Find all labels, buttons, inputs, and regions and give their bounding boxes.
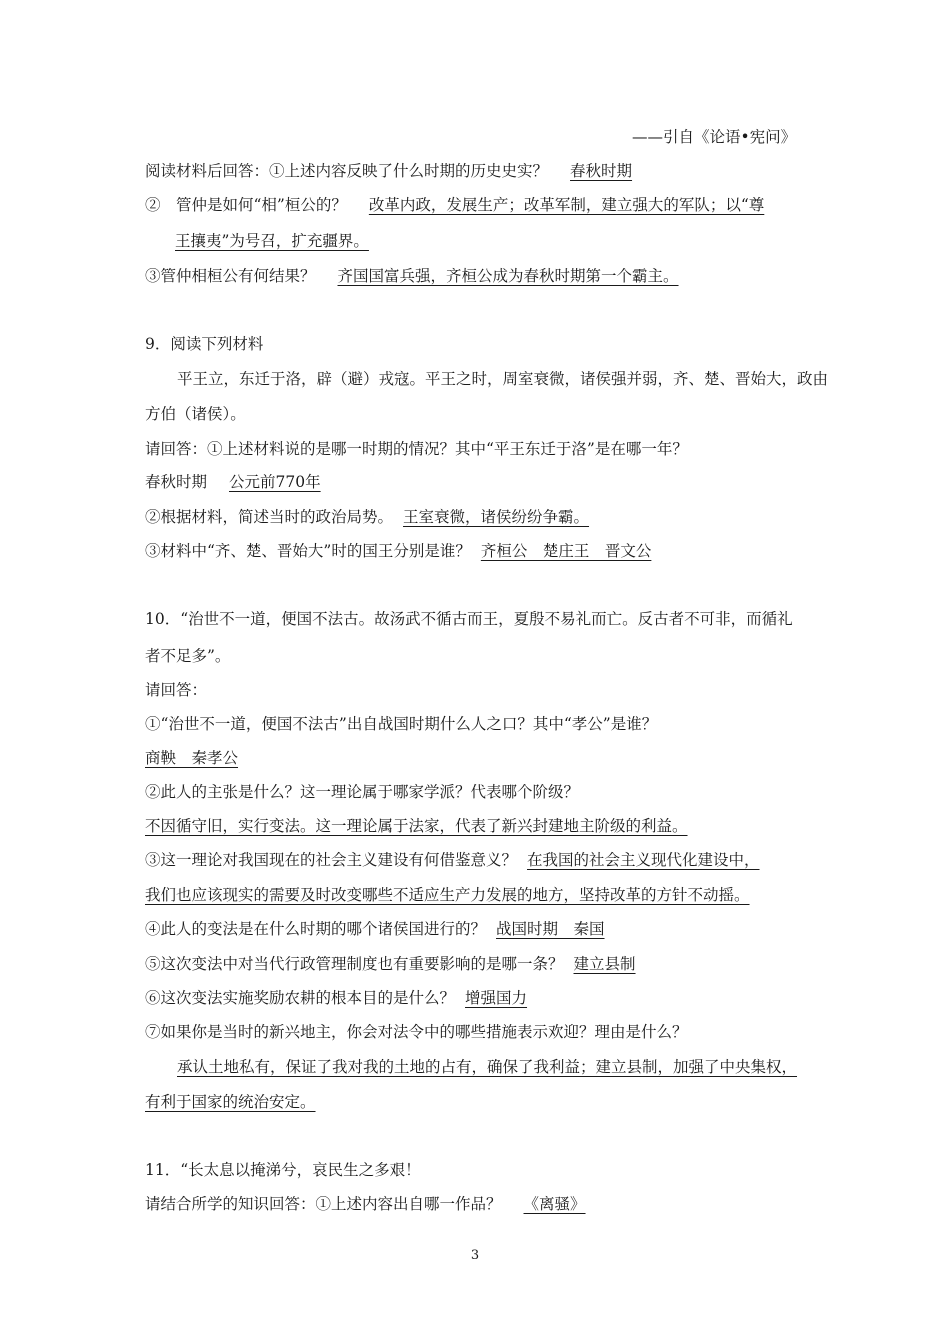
q9-material-2: 方伯（诸侯）。 xyxy=(145,405,246,423)
q10-sub4-question: ④此人的变法是在什么时期的哪个诸侯国进行的？ xyxy=(145,920,487,938)
q9-sub1-question: 请回答：①上述材料说的是哪一时期的情况？其中“平王东迁于洛”是在哪一年？ xyxy=(145,440,688,458)
q9-sub1-answer xyxy=(145,471,321,493)
q10-lead: 请回答： xyxy=(145,681,208,699)
q8-sub3-answer: 齐国国富兵强，齐桓公成为春秋时期第一个霸主。 xyxy=(337,267,679,285)
q9-sub3-question: ③材料中“齐、楚、晋始大”时的国王分别是谁？ xyxy=(145,542,471,560)
q10-sub7-answer-text: 承认土地私有，保证了我对我的土地的占有，确保了我利益；建立县制，加强了中央集权， xyxy=(177,1058,798,1076)
q10-sub3 xyxy=(145,849,760,871)
q10-sub3-answer-cont: 我们也应该现实的需要及时改变哪些不适应生产力发展的地方，坚持改革的方针不动摇。 xyxy=(145,886,750,904)
q10-sub6-answer: 增强国力 xyxy=(465,989,528,1007)
q9-sub2-answer: 王室衰微，诸侯纷纷争霸。 xyxy=(403,508,590,526)
q8-sub2-answer: 改革内政，发展生产；改革军制，建立强大的军队；以“尊 xyxy=(368,196,765,214)
q10-sub2-answer xyxy=(145,815,688,837)
q10-sub1-answer-text: 商鞅 秦孝公 xyxy=(145,749,239,767)
q10-sub5-question: ⑤这次变法中对当代行政管理制度也有重要影响的是哪一条？ xyxy=(145,955,564,973)
q9-sub1-answer-year: 公元前770年 xyxy=(229,473,321,491)
q8-sub1 xyxy=(145,160,632,182)
q10-material-2: 者不足多”。 xyxy=(145,647,231,665)
q8-sub2-question: ② 管仲是如何“相”桓公的？ xyxy=(145,196,347,214)
q8-sub2-cont xyxy=(175,230,369,252)
q10-material-1: 10．“治世不一道，便国不法古。故汤武不循古而王，夏殷不易礼而亡。反古者不可非，而循礼 xyxy=(145,610,793,628)
q8-sub2 xyxy=(145,194,764,216)
q11-sub1 xyxy=(145,1193,586,1215)
q10-sub7-answer-cont xyxy=(145,1091,316,1113)
q10-sub5 xyxy=(145,953,636,975)
q10-sub1-answer xyxy=(145,747,238,769)
q9-sub2 xyxy=(145,506,589,528)
page-number: 3 xyxy=(470,1248,480,1263)
q10-sub4-answer: 战国时期 秦国 xyxy=(496,920,605,938)
q10-sub6-question: ⑥这次变法实施奖励农耕的根本目的是什么？ xyxy=(145,989,456,1007)
q10-sub7-answer xyxy=(177,1056,797,1078)
q9-sub1-answer-period: 春秋时期 xyxy=(145,473,208,491)
q9-sub2-question: ②根据材料，简述当时的政治局势。 xyxy=(145,508,394,526)
q9-title: 9．阅读下列材料 xyxy=(145,335,264,353)
q9-sub3 xyxy=(145,540,651,562)
q9-sub3-answer: 齐桓公 楚庄王 晋文公 xyxy=(480,542,652,560)
q8-sub2-answer-cont: 王攘夷”为号召，扩充疆界。 xyxy=(175,232,369,250)
q11-sub1-question: 请结合所学的知识回答：①上述内容出自哪一作品？ xyxy=(145,1195,502,1213)
q8-sub1-question: ①上述内容反映了什么时期的历史史实？ xyxy=(269,162,549,180)
q10-sub7-answer-cont-text: 有利于国家的统治安定。 xyxy=(145,1093,316,1111)
q9-material-1: 平王立，东迁于洛，辟（避）戎寇。平王之时，周室衰微，诸侯强并弱，齐、楚、晋始大，政由 xyxy=(177,370,829,388)
q8-sub3-question: ③管仲相桓公有何结果？ xyxy=(145,267,316,285)
q10-sub3-question: ③这一理论对我国现在的社会主义建设有何借鉴意义？ xyxy=(145,851,518,869)
q10-sub7-question: ⑦如果你是当时的新兴地主，你会对法令中的哪些措施表示欢迎？理由是什么？ xyxy=(145,1023,688,1041)
q8-sub3 xyxy=(145,265,679,287)
citation: ——引自《论语•宪问》 xyxy=(632,128,797,146)
q10-sub4 xyxy=(145,918,605,940)
q10-sub6 xyxy=(145,987,527,1009)
q10-sub1-question: ①“治世不一道，便国不法古”出自战国时期什么人之口？其中“孝公”是谁？ xyxy=(145,715,658,733)
q8-sub1-answer: 春秋时期 xyxy=(570,162,633,180)
q10-sub5-answer: 建立县制 xyxy=(573,955,636,973)
q11-material: 11．“长太息以掩涕兮，哀民生之多艰！ xyxy=(145,1161,421,1179)
q8-lead: 阅读材料后回答： xyxy=(145,162,270,180)
q10-sub2-question: ②此人的主张是什么？这一理论属于哪家学派？代表哪个阶级？ xyxy=(145,783,580,801)
q10-sub3-cont xyxy=(145,884,750,906)
q11-sub1-answer: 《离骚》 xyxy=(523,1195,586,1213)
q10-sub2-answer-text: 不因循守旧，实行变法。这一理论属于法家，代表了新兴封建地主阶级的利益。 xyxy=(145,817,688,835)
q10-sub3-answer: 在我国的社会主义现代化建设中， xyxy=(527,851,760,869)
